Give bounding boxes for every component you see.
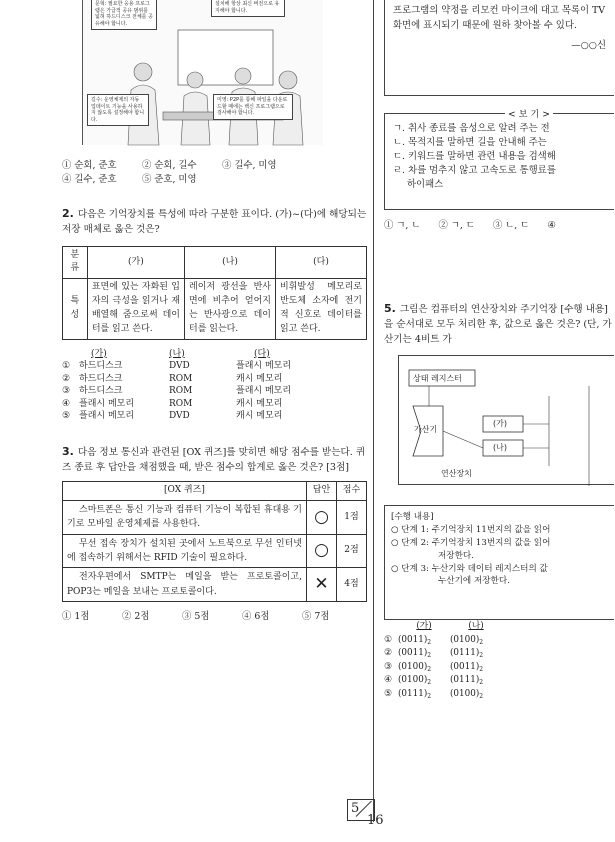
q4-option[interactable]: ① ㄱ, ㄴ [384, 220, 421, 231]
answer-b: DVD [169, 361, 190, 372]
answer-mark: ○ [307, 500, 337, 534]
answer-mark: ○ [307, 534, 337, 568]
q3-table-header: 답안 [307, 482, 337, 501]
base-subscript: 2 [427, 665, 432, 673]
base-subscript: 2 [427, 638, 432, 646]
answer-a: 하드디스크 [79, 361, 123, 372]
bogi-item: ㄹ. 차를 멈추지 않고 고속도로 통행료를 [393, 165, 556, 177]
status-register-label: 상태 레지스터 [413, 374, 462, 383]
base-subscript: 2 [427, 679, 432, 686]
q4-option[interactable]: ③ ㄴ, ㄷ [492, 220, 530, 231]
q2-answer-header: (나) [169, 348, 185, 359]
bubble-text: 길수: 운영체제의 자동 업데이트 기능을 사용하지 않도록 설정해야 합니다. [91, 97, 145, 123]
q2-number: 2. [62, 207, 74, 221]
answer-a: (0011) [398, 634, 428, 645]
q2-table-header: (다) [275, 246, 366, 278]
bubble-text: 문혁: 필요한 응용 프로그램은 가급적 공유 범위를 넓혀 하드디스크 전체를 공유해야 합니다. [95, 1, 153, 27]
points: 4점 [337, 568, 367, 602]
q2-answer-row[interactable] [62, 360, 367, 373]
register-na-label: (나) [493, 443, 507, 452]
q3-option[interactable]: ① 1점 [62, 611, 90, 623]
q3-table [62, 481, 367, 602]
perform-step: ○ 단계 3: 누산기와 데이터 레지스터의 값 [391, 563, 548, 574]
option-number: ④ [384, 675, 392, 685]
answer-b: ROM [169, 386, 193, 397]
q1-illustration [82, 0, 322, 145]
q3-question [62, 443, 367, 476]
base-subscript: 2 [427, 692, 432, 700]
q3-option[interactable]: ③ 5점 [182, 611, 210, 623]
bubble-munhyeok [91, 0, 157, 30]
register-ga-label: (가) [493, 419, 507, 428]
answer-b: ROM [169, 398, 193, 409]
q3-table-row [63, 500, 367, 534]
q4-bogi-box [384, 109, 614, 210]
bogi-item: ㄴ. 목적지를 말하면 길을 안내해 주는 [393, 137, 547, 149]
q3-table-header: 점수 [337, 482, 367, 501]
q5-answers [384, 620, 502, 701]
q4-option[interactable]: ② ㄱ, ㄷ [438, 220, 475, 231]
page-total: 16 [367, 813, 384, 828]
q2-cell-na: 레이저 광선을 반사면에 비추어 얻어지는 반사광으로 데이터를 읽는다. [185, 278, 276, 339]
q2-answer-row[interactable] [62, 385, 367, 398]
q5-number: 5. [384, 302, 396, 315]
q5-text: 그림은 컴퓨터의 연산장치와 주기억장 [수행 내용]을 순서대로 모두 처리한 후, 값으로 옳은 것은? (단, 가산기는 4비트 가 [384, 304, 612, 345]
option-number: ③ [384, 661, 392, 672]
q2-cell-ga: 표면에 있는 자화된 입자의 극성을 읽거나 재배열해 줌으로써 데이터를 읽고 쓴다. [87, 278, 184, 339]
perform-title: [수행 내용] [391, 512, 434, 522]
q4-option[interactable]: ④ [547, 220, 556, 231]
answer-b: (0111) [450, 675, 480, 685]
answer-b: (0100) [450, 634, 480, 645]
answer-a: (0100) [398, 661, 428, 672]
perform-step: 저장한다. [438, 550, 474, 561]
answer-a: 플래시 메모리 [79, 398, 135, 409]
q2-answer-header: (가) [91, 348, 107, 359]
quiz-statement: 스마트폰은 통신 기능과 컴퓨터 기능이 복합된 휴대용 기기로 모바일 운영체제를 사용한다. [63, 500, 307, 534]
q2-table [62, 246, 367, 340]
base-subscript: 2 [479, 665, 484, 673]
base-subscript: 2 [479, 652, 484, 659]
q3-options [62, 610, 367, 624]
bubble-gilsu [87, 94, 149, 126]
q2-table-header: (가) [87, 246, 184, 278]
q2-cell-da: 비휘발성 메모리로 반도체 소자에 전기적 신호로 데이터를 읽고 쓴다. [275, 278, 366, 339]
q3-table-row [63, 568, 367, 602]
bubble-top-right [211, 0, 285, 17]
q5-answer-row[interactable] [384, 674, 502, 688]
option-number: ⑤ [384, 688, 392, 699]
answer-a: 하드디스크 [79, 386, 123, 397]
q4-passage-box [384, 0, 614, 96]
q1-options [62, 159, 367, 187]
quiz-statement: 전자우편에서 SMTP는 메일을 받는 프로토콜이고, POP3는 메일을 보내는 프로토콜이다. [63, 568, 307, 602]
q4-passage-source: —○○신 [571, 40, 606, 52]
bogi-item: 하이패스 [407, 179, 444, 191]
q5-perform-box [384, 505, 614, 620]
q2-answer-header: (다) [254, 348, 270, 359]
column-divider [373, 0, 374, 822]
bogi-item: ㄷ. 키워드를 말하면 관련 내용을 검색해 [393, 151, 556, 163]
q5-answer-row[interactable] [384, 688, 502, 702]
option-number: ② [62, 373, 71, 384]
option-number: ① [384, 634, 392, 645]
answer-a: 플래시 메모리 [79, 411, 135, 422]
q1-option[interactable]: ③ 길수, 미영 [222, 160, 277, 171]
q3-table-header: [OX 퀴즈] [63, 482, 307, 501]
answer-a: (0011) [398, 648, 428, 658]
option-number: ① [62, 361, 71, 372]
points: 1점 [337, 500, 367, 534]
base-subscript: 2 [479, 692, 484, 700]
q1-option[interactable]: ④ 길수, 준호 [62, 174, 117, 186]
answer-b: (0011) [450, 661, 480, 672]
q5-answer-header: (나) [468, 621, 484, 631]
option-number: ② [384, 648, 392, 658]
bogi-item: ㄱ. 취사 종료를 음성으로 알려 주는 전 [393, 123, 550, 134]
q4-passage: 프로그램의 약정을 리모컨 마이크에 대고 목록이 TV 화면에 표시되기 때문에 원하 찾아볼 수 있다. [393, 5, 606, 31]
q2-answers [62, 348, 367, 423]
q2-question [62, 205, 367, 238]
q5-answer-row[interactable] [384, 661, 502, 675]
q2-answer-row[interactable] [62, 373, 367, 386]
q5-diagram [398, 355, 614, 485]
answer-b: (0100) [450, 688, 480, 699]
diagram-caption: 연산장치 [441, 469, 472, 478]
answer-mark: ✕ [307, 568, 337, 602]
q3-option[interactable]: ② 2점 [122, 611, 150, 623]
answer-b: DVD [169, 411, 190, 422]
q2-answer-row[interactable] [62, 410, 367, 423]
base-subscript: 2 [479, 679, 484, 686]
q5-answer-row[interactable] [384, 634, 502, 648]
answer-b: ROM [169, 373, 193, 384]
quiz-statement: 무선 접속 장치가 설치된 곳에서 노트북으로 무선 인터넷에 접속하기 위해서는 RFID 기술이 필요하다. [63, 534, 307, 568]
q2-row-label: 특성 [63, 278, 88, 339]
q1-option[interactable]: ⑤ 준호, 미영 [142, 174, 197, 186]
bubble-miyoung [213, 94, 293, 120]
option-number: ③ [62, 386, 71, 397]
answer-a: 하드디스크 [79, 373, 123, 384]
q3-number: 3. [62, 444, 74, 458]
answer-c: 플래시 메모리 [236, 361, 292, 372]
q3-option[interactable]: ④ 6점 [242, 611, 270, 623]
answer-a: (0100) [398, 675, 428, 685]
answer-b: (0111) [450, 648, 480, 658]
answer-c: 캐시 메모리 [236, 411, 283, 422]
perform-step: ○ 단계 1: 주기억장치 11번지의 값을 읽어 [391, 524, 551, 535]
perform-step: 누산기에 저장한다. [438, 576, 510, 587]
points: 2점 [337, 534, 367, 568]
q5-question [384, 300, 614, 348]
left-column [62, 0, 367, 624]
base-subscript: 2 [427, 652, 432, 659]
q2-table-header: (나) [185, 246, 276, 278]
base-subscript: 2 [479, 638, 484, 646]
answer-a: (0111) [398, 688, 428, 699]
q1-option[interactable]: ② 순회, 길수 [142, 160, 197, 171]
adder-label: 가산기 [414, 425, 438, 434]
q4-options [384, 219, 574, 233]
answer-c: 플래시 메모리 [236, 386, 292, 397]
bubble-text: 미영: P2P를 통해 파일을 다운로드할 때에는 백신 프로그램으로 검사해야 합니다. [217, 97, 288, 116]
option-number: ⑤ [62, 411, 71, 422]
q5-answer-header: (가) [416, 621, 432, 631]
q3-table-row [63, 534, 367, 568]
bogi-title: < 보 기 > [505, 108, 553, 122]
q1-option[interactable]: ① 순회, 준호 [62, 160, 117, 171]
right-column [384, 0, 614, 842]
option-number: ④ [62, 398, 71, 409]
q2-table-header: 분류 [63, 246, 88, 278]
q3-option[interactable]: ⑤ 7점 [302, 611, 330, 623]
q2-answer-row[interactable] [62, 398, 367, 411]
q5-answer-row[interactable] [384, 647, 502, 661]
page-current: 5 [351, 801, 360, 816]
answer-c: 캐시 메모리 [236, 398, 283, 409]
bubble-text: 설치해 항상 최신 버전으로 유지해야 합니다. [215, 1, 280, 14]
perform-step: ○ 단계 2: 주기억장치 13번지의 값을 읽어 [391, 537, 551, 548]
answer-c: 캐시 메모리 [236, 373, 283, 384]
q2-text: 다음은 기억장치를 특성에 따라 구분한 표이다. (가)~(다)에 해당되는 저장 매체로 옳은 것은? [62, 209, 367, 236]
q3-text: 다음 정보 통신과 관련된 [OX 퀴즈]를 맞히면 해당 점수를 받는다. 퀴즈 종료 후 답안을 채점했을 때, 받은 점수의 합계로 옳은 것은? [3점] [62, 446, 366, 473]
